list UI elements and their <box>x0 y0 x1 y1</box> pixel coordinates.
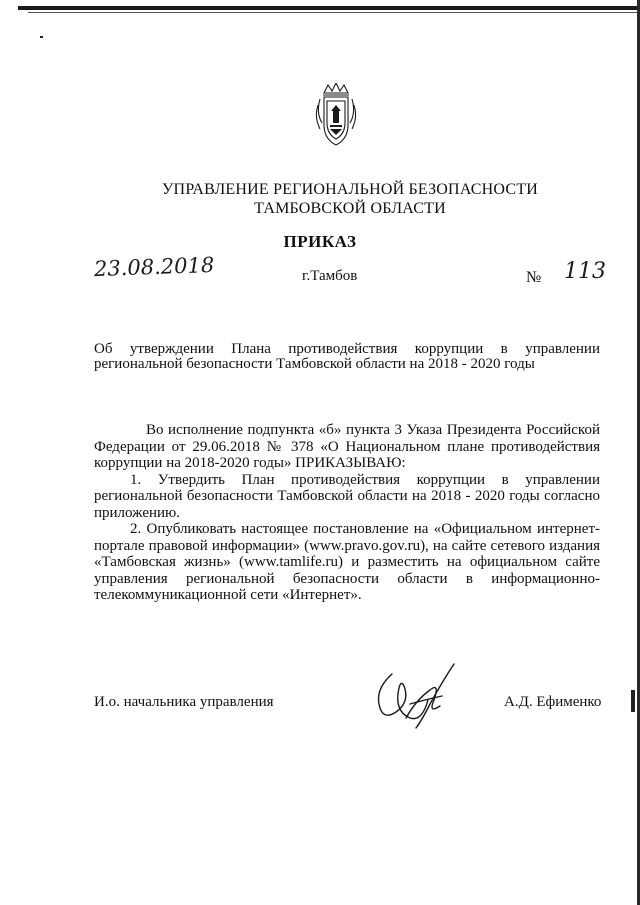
city-label: г.Тамбов <box>302 268 358 284</box>
handwritten-signature <box>370 660 466 732</box>
document-type-title: ПРИКАЗ <box>283 232 357 251</box>
number-label: № <box>526 269 542 286</box>
scan-border-top <box>18 6 640 10</box>
order-body <box>94 422 600 604</box>
organization-name-line2: ТАМБОВСКОЙ ОБЛАСТИ <box>254 200 446 217</box>
body-item-2: 2. Опубликовать настоящее постановление на «Официальном интернет-портале правовой информации» (www.pravo.gov.ru), на сайте сетевого издания «Тамбовская жизнь» (www.tamlife.ru) и разместить на официальном сайте управления региональной безопасности области в информационно-телекоммуникационной сети «Интернет». <box>94 521 600 603</box>
signatory-role: И.о. начальника управления <box>94 694 274 710</box>
scan-speck <box>40 36 43 38</box>
handwritten-date: 23.08.2018 <box>93 252 215 282</box>
body-item-1: 1. Утвердить План противодействия коррупции в управлении региональной безопасности Тамбовской области на 2018 - 2020 годы согласно приложению. <box>94 471 600 521</box>
signatory-name: А.Д. Ефименко <box>504 694 602 710</box>
coat-of-arms-icon <box>314 83 358 149</box>
handwritten-number: 113 <box>564 259 606 284</box>
body-preamble: Во исполнение подпункта «б» пункта 3 Указа Президента Российской Федерации от 29.06.2018 № 378 «О Национальном плане противодействия коррупции на 2018-2020 годы» ПРИКАЗЫВАЮ: <box>94 422 600 471</box>
order-subject: Об утверждении Плана противодействия коррупции в управлении региональной безопасности Тамбовской области на 2018 - 2020 годы <box>94 341 600 372</box>
scan-speck <box>631 690 635 712</box>
scan-border-top-thin <box>28 12 640 13</box>
organization-name-line1: УПРАВЛЕНИЕ РЕГИОНАЛЬНОЙ БЕЗОПАСНОСТИ <box>162 181 538 198</box>
